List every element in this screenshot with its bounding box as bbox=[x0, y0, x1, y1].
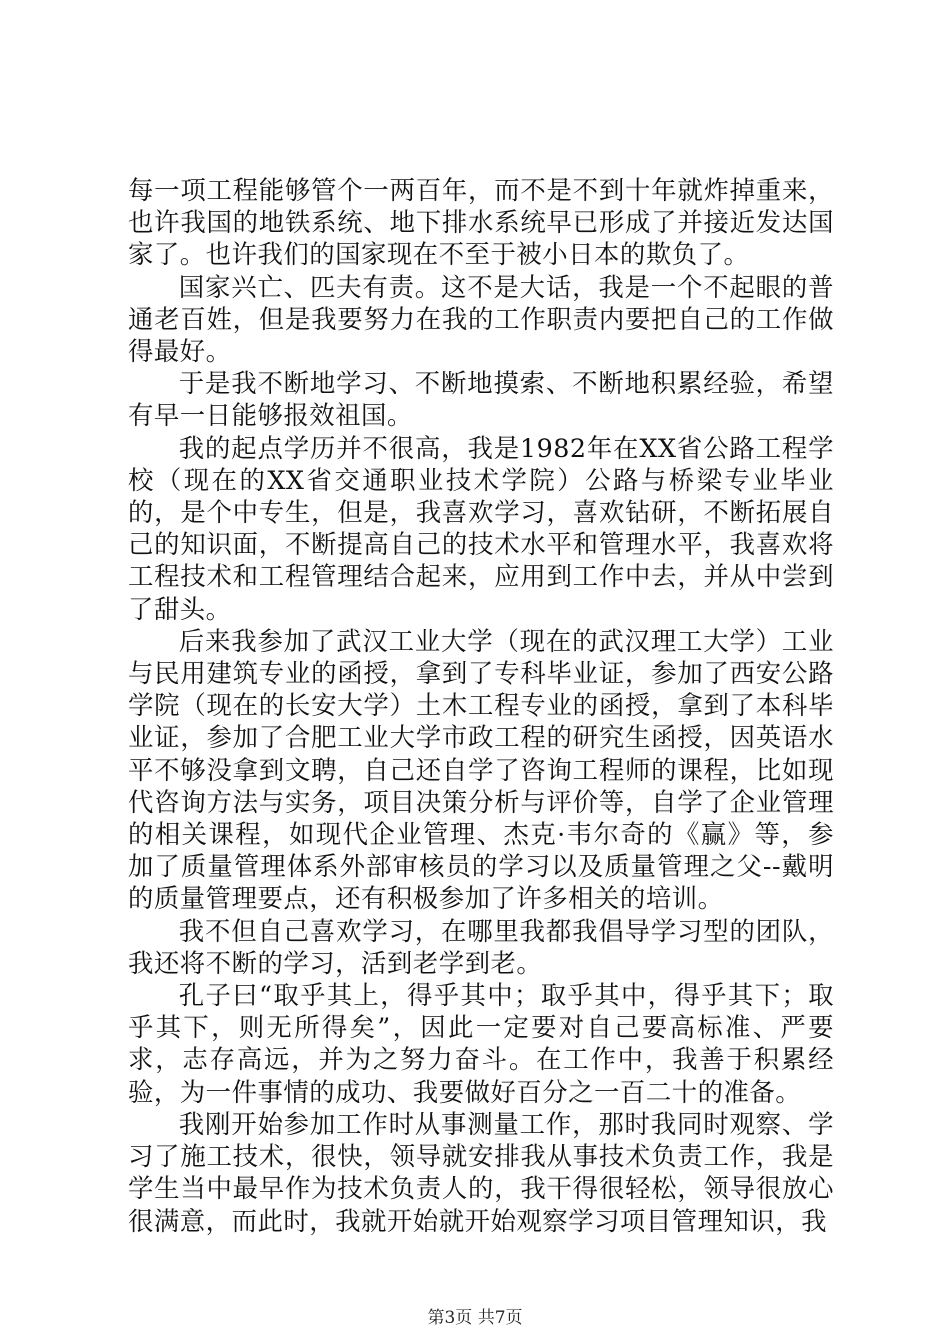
paragraph-7: 孔子曰“取乎其上，得乎其中；取乎其中，得乎其下；取乎其下，则无所得矣”，因此一定要对自己要高标准、严要求，志存高远，并为之努力奋斗。在工作中，我善于积累经验，为一件事情的成功、我要做好百分之一百二十的准备。 bbox=[128, 980, 834, 1107]
paragraph-4: 我的起点学历并不很高，我是1982年在XX省公路工程学校（现在的XX省交通职业技术学院）公路与桥梁专业毕业的，是个中专生，但是，我喜欢学习，喜欢钻研，不断拓展自己的知识面，不断提高自己的技术水平和管理水平，我喜欢将工程技术和工程管理结合起来，应用到工作中去，并从中尝到了甜头。 bbox=[128, 432, 834, 624]
paragraph-2: 国家兴亡、匹夫有责。这不是大话，我是一个不起眼的普通老百姓，但是我要努力在我的工作职责内要把自己的工作做得最好。 bbox=[128, 271, 834, 367]
paragraph-3: 于是我不断地学习、不断地摸索、不断地积累经验，希望有早一日能够报效祖国。 bbox=[128, 368, 834, 431]
paragraph-5: 后来我参加了武汉工业大学（现在的武汉理工大学）工业与民用建筑专业的函授，拿到了专科毕业证，参加了西安公路学院（现在的长安大学）土木工程专业的函授，拿到了本科毕业证，参加了合肥工业大学市政工程的研究生函授，因英语水平不够没拿到文聘，自己还自学了咨询工程师的课程，比如现代咨询方法与实务，项目决策分析与评价等，自学了企业管理的相关课程，如现代企业管理、杰克·韦尔奇的《赢》等，参加了质量管理体系外部审核员的学习以及质量管理之父--戴明的质量管理要点，还有积极参加了许多相关的培训。 bbox=[128, 625, 834, 914]
paragraph-1: 每一项工程能够管个一两百年，而不是不到十年就炸掉重来，也许我国的地铁系统、地下排水系统早已形成了并接近发达国家了。也许我们的国家现在不至于被小日本的欺负了。 bbox=[128, 175, 834, 270]
paragraph-8: 我刚开始参加工作时从事测量工作，那时我同时观察、学习了施工技术，很快，领导就安排我从事技术负责工作，我是学生当中最早作为技术负责人的，我干得很轻松，领导很放心很满意，而此时，我就开始就开始观察学习项目管理知识，我 bbox=[128, 1108, 834, 1236]
document-body bbox=[128, 174, 834, 1237]
page-footer: 第3页 共7页 bbox=[427, 1308, 523, 1328]
paragraph-6: 我不但自己喜欢学习，在哪里我都我倡导学习型的团队，我还将不断的学习，活到老学到老。 bbox=[128, 915, 834, 978]
